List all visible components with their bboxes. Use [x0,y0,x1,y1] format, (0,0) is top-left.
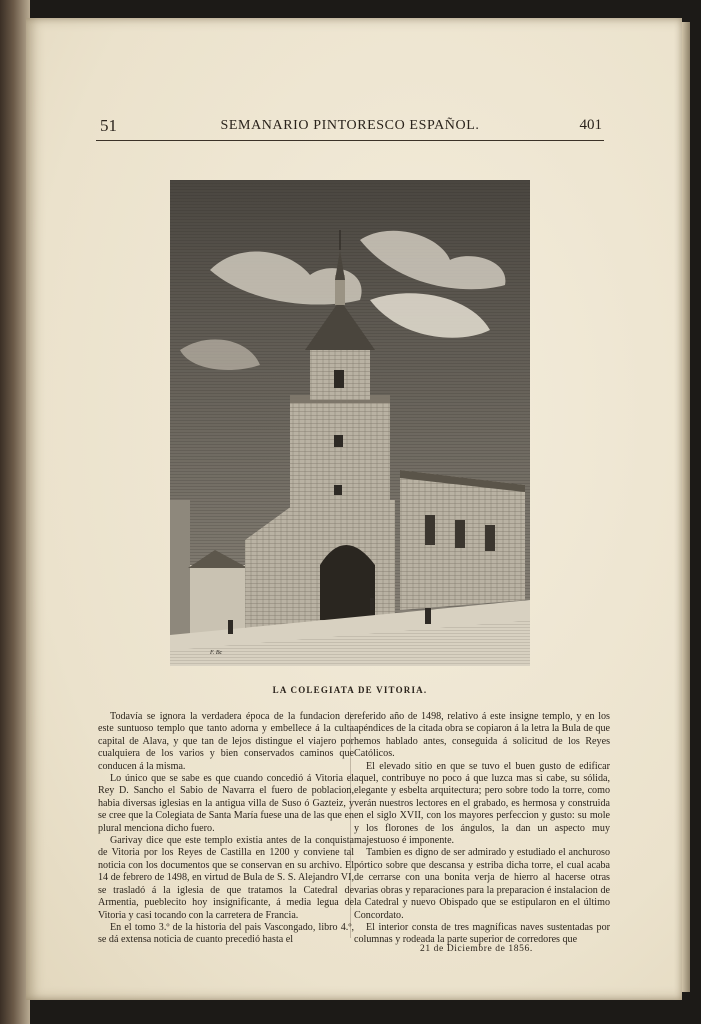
image-caption: LA COLEGIATA DE VITORIA. [272,685,428,695]
publication-title: SEMANARIO PINTORESCO ESPAÑOL. [220,118,480,133]
paragraph: El elevado sitio en que se tuvo el buen gusto de edificar aquel, contribuye no poco á que luzca mas si cabe, su sólida, elegante y esbelta arquitectura; pero sobre todo la torre, como verán nuestros lectores en el grabado, es hermosa y construida en el siglo XVII, con los mayores perfeccion y gusto: su mole y los florones de los ángulos, la dan un aspecto muy majestuoso é imponente. [354,760,610,847]
issue-number: 51 [100,116,117,135]
colegiata-engraving [170,180,530,666]
column-divider [350,712,351,938]
paragraph: Tambien es digno de ser admirado y estudiado el anchuroso pórtico sobre que descansa y estriba dicha torre, el cual acaba de cerrarse con una bonita verja de hierro al hacerse otras varias obras y reparaciones para la preparacion é instalacion de la Catedral y nuevo Obispado que se estipularon en el último Concordato. [354,847,610,921]
page-edge [682,22,690,992]
issue-date: 21 de Diciembre de 1856. [420,944,533,954]
page-number: 401 [579,117,602,133]
paragraph: En el tomo 3.º de la historia del pais Vascongado, libro 4.º, se dá extensa noticia de cuanto precedió hasta el [98,921,354,946]
paragraph: El interior consta de tres magníficas naves sustentadas por columnas y rodeada la parte superior de corredores que [354,921,610,946]
engraver-signature: F. Bc [210,650,223,656]
right-column [354,711,610,947]
paragraph: referido año de 1498, relativo á este insigne templo, y en los apéndices de la citada obra se copiaron á la letra la Bula de que hemos hablado antes, conseguida á solicitud de los Reyes Católicos. [354,711,610,760]
running-header [96,114,604,141]
paragraph: Todavía se ignora la verdadera época de la fundacion de este suntuoso templo que tanto adorna y embellece á la culta capital de Alava, y que tan de lejos distingue el viajero por cualquiera de los varios y bien conservados caminos que conducen á la misma. [98,711,354,772]
paragraph: Garivay dice que este templo existia antes de la conquista de Vitoria por los Reyes de Castilla en 1200 y conviene tal noticia con los documentos que se conservan en su archivo. El 14 de febrero de 1498, en virtud de Bula de S. S. Alejandro VI, se trasladó á la iglesia de que tratamos la Catedral de Armentia, pueblecito hoy insignificante, á media legua de Vitoria y casi tocando con la carretera de Francia. [98,835,354,921]
left-column [98,711,354,947]
paragraph: Lo único que se sabe es que cuando concedió á Vitoria el Rey D. Sancho el Sabio de Navarra el fuero de poblacion, habia diversas iglesias en la antigua villa de Suso ó Gazteiz, y se cree que la Colegiata de Santa María fuese una de las que en plural menciona dicho fuero. [98,773,354,834]
